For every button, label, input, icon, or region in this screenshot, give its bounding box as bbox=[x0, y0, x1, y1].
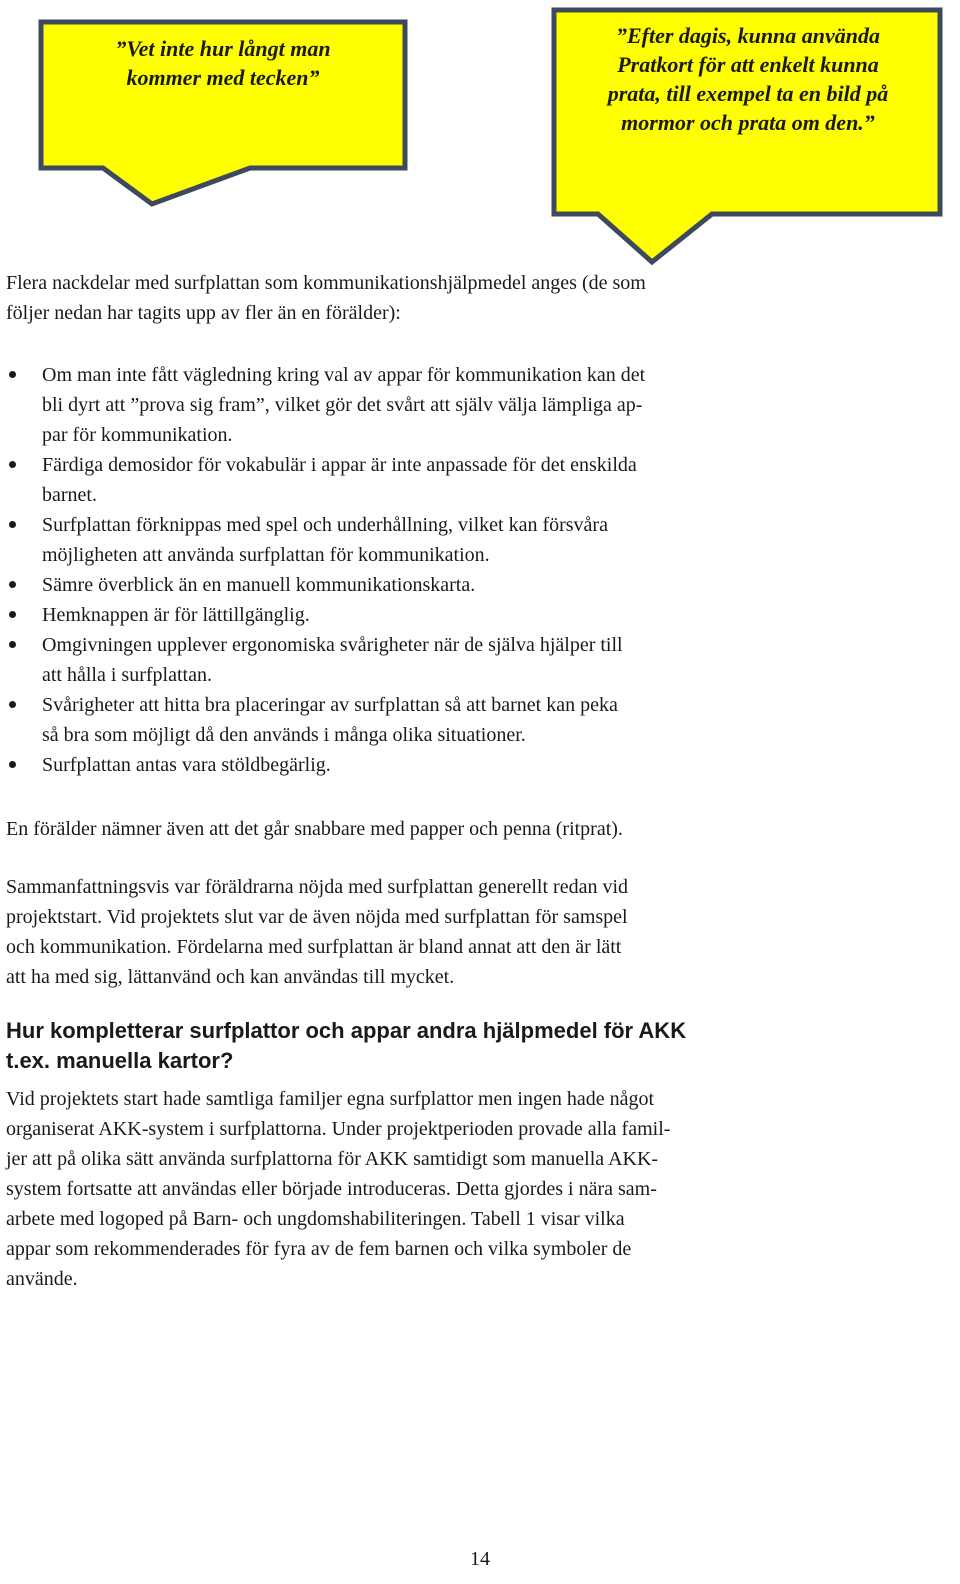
text-line: appar som rekommenderades för fyra av de fem barnen och vilka symboler de bbox=[6, 1238, 632, 1260]
text-line: Sämre överblick än en manuell kommunikationskarta. bbox=[42, 574, 476, 596]
text-line: att ha med sig, lättanvänd och kan användas till mycket. bbox=[6, 966, 455, 988]
text-line: organiserat AKK-system i surfplattorna. Under projektperioden provade alla famil- bbox=[6, 1118, 671, 1140]
bullet-icon bbox=[9, 761, 16, 768]
heading-line: t.ex. manuella kartor? bbox=[6, 1048, 234, 1073]
text-line: En förälder nämner även att det går snabbare med papper och penna (ritprat). bbox=[6, 818, 623, 840]
bullet-icon bbox=[9, 641, 16, 648]
text-line: Färdiga demosidor för vokabulär i appar är inte anpassade för det enskilda bbox=[42, 454, 637, 476]
quote-callouts bbox=[0, 0, 960, 270]
text-line: barnet. bbox=[42, 484, 97, 506]
list-item bbox=[0, 600, 900, 630]
text-line: Sammanfattningsvis var föräldrarna nöjda med surfplattan generellt redan vid bbox=[6, 876, 629, 898]
text-line: att hålla i surfplattan. bbox=[42, 664, 212, 686]
disadvantages-list bbox=[0, 360, 900, 780]
text-line: Svårigheter att hitta bra placeringar av surfplattan så att barnet kan peka bbox=[42, 694, 618, 716]
text-line: följer nedan har tagits upp av fler än en förälder): bbox=[6, 302, 401, 324]
list-item bbox=[0, 690, 900, 750]
section-heading bbox=[6, 1016, 886, 1076]
text-line: projektstart. Vid projektets slut var de även nöjda med surfplattan för samspel bbox=[6, 906, 628, 928]
text-line: Om man inte fått vägledning kring val av appar för kommunikation kan det bbox=[42, 364, 646, 386]
text-line: arbete med logoped på Barn- och ungdomshabiliteringen. Tabell 1 visar vilka bbox=[6, 1208, 625, 1230]
text-line: så bra som möjligt då den används i många olika situationer. bbox=[42, 724, 526, 746]
text-line: Vid projektets start hade samtliga familjer egna surfplattor men ingen hade något bbox=[6, 1088, 655, 1110]
text-line: och kommunikation. Fördelarna med surfplattan är bland annat att den är lätt bbox=[6, 936, 622, 958]
bullet-icon bbox=[9, 701, 16, 708]
list-item bbox=[0, 630, 900, 690]
callout-line: ”Efter dagis, kunna använda bbox=[615, 23, 881, 48]
heading-line: Hur kompletterar surfplattor och appar andra hjälpmedel för AKK bbox=[6, 1018, 687, 1043]
text-line: använde. bbox=[6, 1268, 78, 1290]
callout-quote-2 bbox=[558, 21, 938, 137]
text-line: par för kommunikation. bbox=[42, 424, 233, 446]
bullet-icon bbox=[9, 611, 16, 618]
text-line: Omgivningen upplever ergonomiska svårigheter när de själva hjälper till bbox=[42, 634, 623, 656]
text-line: Flera nackdelar med surfplattan som kommunikationshjälpmedel anges (de som bbox=[6, 272, 646, 294]
paragraph-ritprat bbox=[6, 814, 886, 844]
list-item bbox=[0, 450, 900, 510]
bullet-icon bbox=[9, 461, 16, 468]
bullet-icon bbox=[9, 521, 16, 528]
text-line: jer att på olika sätt använda surfplattorna för AKK samtidigt som manuella AKK- bbox=[6, 1148, 659, 1170]
callout-quote-1 bbox=[44, 34, 402, 92]
bullet-icon bbox=[9, 581, 16, 588]
bullet-icon bbox=[9, 371, 16, 378]
list-item bbox=[0, 750, 900, 780]
list-item bbox=[0, 360, 900, 450]
text-line: möjligheten att använda surfplattan för kommunikation. bbox=[42, 544, 490, 566]
list-item bbox=[0, 510, 900, 570]
text-line: system fortsatte att användas eller började introduceras. Detta gjordes i nära sam- bbox=[6, 1178, 657, 1200]
callout-line: Pratkort för att enkelt kunna bbox=[617, 52, 879, 77]
text-line: bli dyrt att ”prova sig fram”, vilket gör det svårt att själv välja lämpliga ap- bbox=[42, 394, 643, 416]
callout-line: prata, till exempel ta en bild på bbox=[607, 81, 889, 106]
page-number: 14 bbox=[470, 1548, 490, 1570]
callout-line: ”Vet inte hur långt man bbox=[115, 36, 331, 61]
text-line: Surfplattan antas vara stöldbegärlig. bbox=[42, 754, 331, 776]
callout-line: kommer med tecken” bbox=[126, 65, 320, 90]
list-item bbox=[0, 570, 900, 600]
paragraph-akk bbox=[6, 1084, 886, 1294]
intro-paragraph bbox=[6, 268, 886, 328]
text-line: Surfplattan förknippas med spel och underhållning, vilket kan försvåra bbox=[42, 514, 608, 536]
paragraph-summary bbox=[6, 872, 886, 992]
text-line: Hemknappen är för lättillgänglig. bbox=[42, 604, 310, 626]
callout-line: mormor och prata om den.” bbox=[621, 110, 875, 135]
